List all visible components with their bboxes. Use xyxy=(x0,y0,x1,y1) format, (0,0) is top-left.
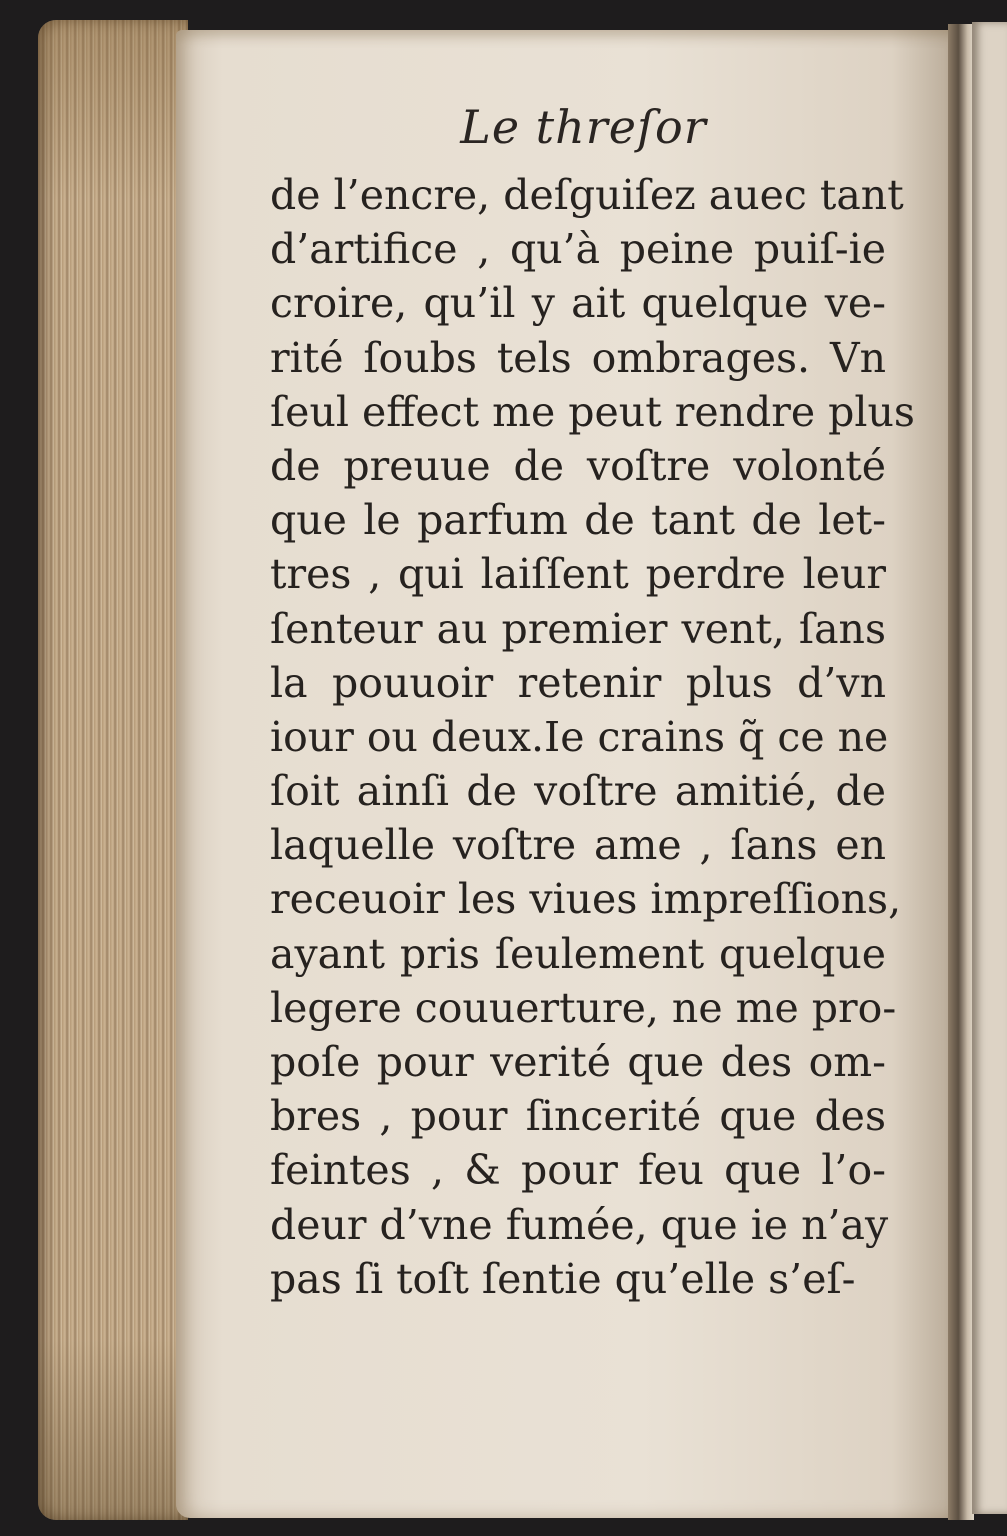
text-line: rité ſoubs tels ombrages. Vn xyxy=(270,333,886,382)
text-line: ayant pris ſeulement quelque xyxy=(270,929,886,978)
text-line: de preuue de voſtre volonté xyxy=(270,441,886,490)
text-line: tres , qui laiſſent perdre leur xyxy=(270,550,886,599)
page-text xyxy=(270,168,915,1306)
text-line: iour ou deux.Ie crains q̃ ce ne xyxy=(270,712,889,761)
text-line: receuoir les viues impreſſions, xyxy=(270,875,902,924)
text-line: ſeul effect me peut rendre plus xyxy=(270,387,915,436)
text-line: que le parfum de tant de let- xyxy=(270,496,886,545)
text-line: de l’encre, deſguiſez auec tant xyxy=(270,171,904,219)
text-line: feintes , & pour feu que l’o- xyxy=(270,1146,886,1195)
book-gutter xyxy=(948,24,974,1520)
page-block-edge xyxy=(38,20,188,1520)
text-line: deur d’vne fumée, que ie n’ay xyxy=(270,1200,889,1249)
text-line: laquelle voſtre ame , ſans en xyxy=(270,821,886,870)
text-line: pas ſi toſt ſentie qu’elle s’eſ- xyxy=(270,1254,856,1303)
facing-page-edge xyxy=(972,22,1007,1514)
text-line: bres , pour ſincerité que des xyxy=(270,1092,886,1141)
text-line: la pouuoir retenir plus d’vn xyxy=(270,658,886,707)
running-title: Le threſor xyxy=(460,100,707,154)
text-line: d’artifice , qu’à peine puiſ-ie xyxy=(270,225,886,274)
text-line: ſenteur au premier vent, ſans xyxy=(270,604,886,653)
text-line: ſoit ainſi de voſtre amitié, de xyxy=(270,767,886,816)
text-line: legere couuerture, ne me pro- xyxy=(270,983,897,1032)
text-line: croire, qu’il y ait quelque ve- xyxy=(270,279,886,328)
text-line: poſe pour verité que des om- xyxy=(270,1038,886,1086)
